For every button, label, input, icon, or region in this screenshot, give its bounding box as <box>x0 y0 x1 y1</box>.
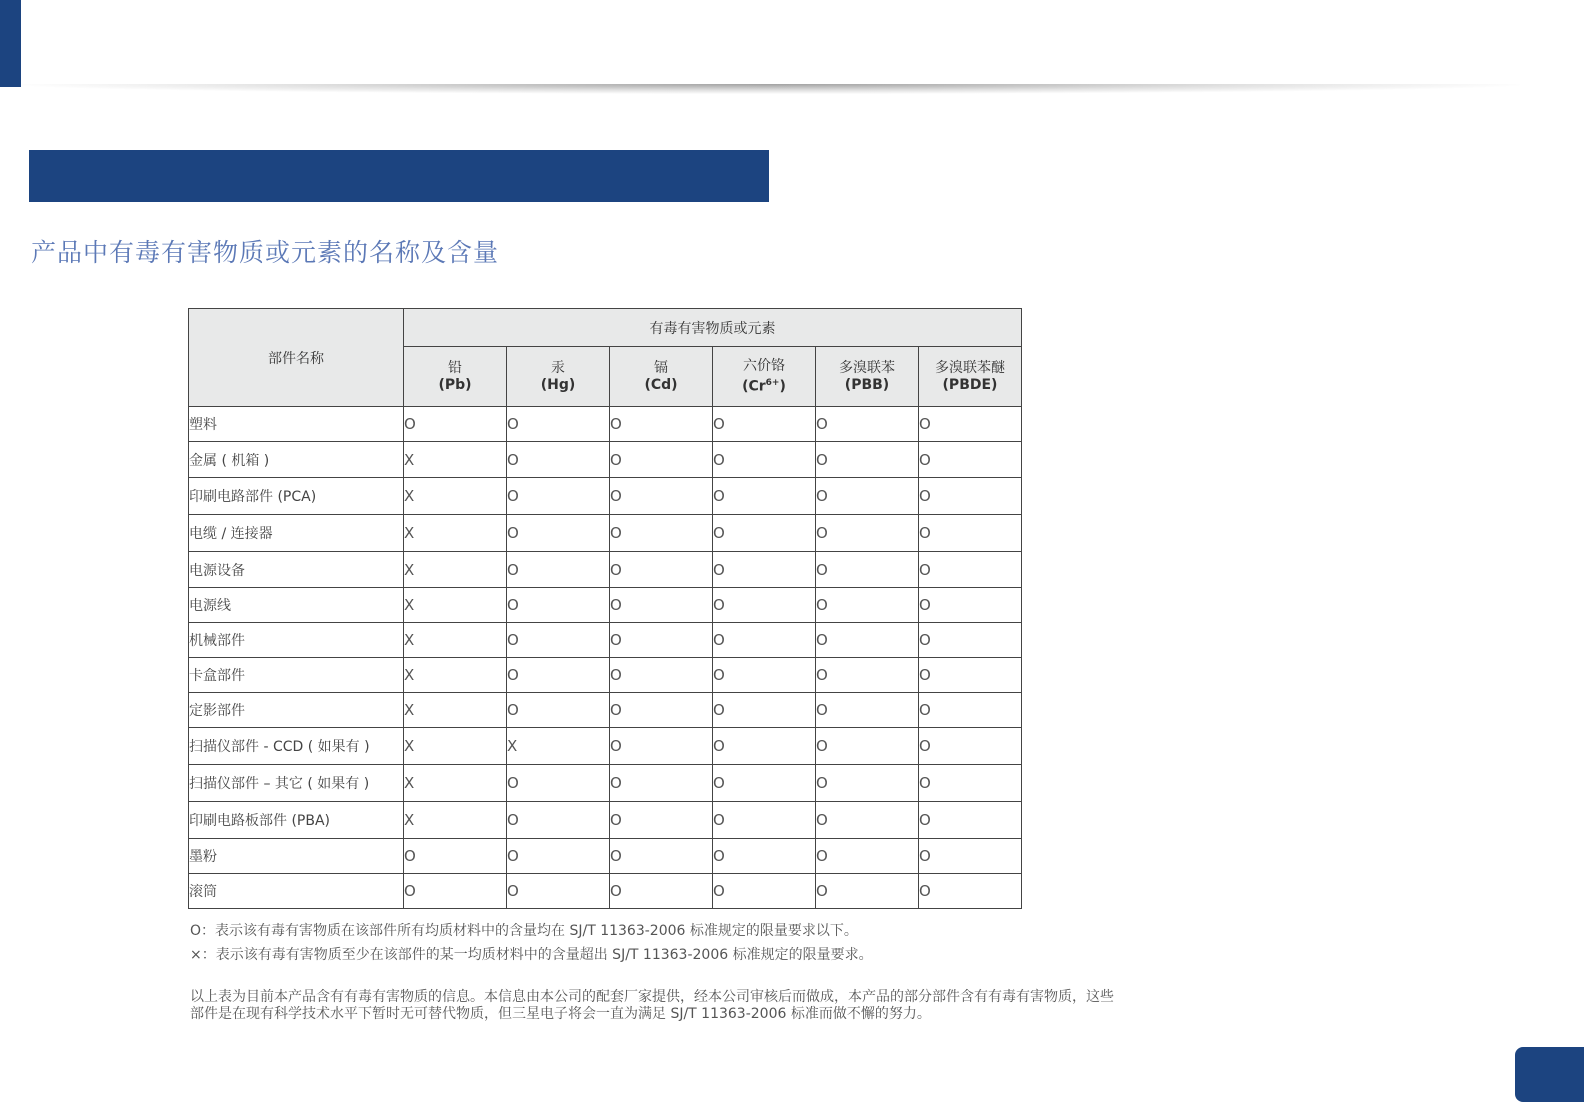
part-name-cell: 卡盒部件 <box>189 658 404 693</box>
substance-value-cell: O <box>713 658 816 693</box>
substance-value-cell: X <box>507 728 610 765</box>
substances-group-header: 有毒有害物质或元素 <box>404 309 1022 347</box>
element-header-pbb: 多溴联苯 (PBB) <box>816 347 919 407</box>
substance-value-cell: O <box>610 552 713 588</box>
element-header-chromium: 六价铬 $(Cr^{6+})$ <box>713 347 816 407</box>
substance-value-cell: O <box>713 552 816 588</box>
substance-value-cell: O <box>610 693 713 728</box>
substance-value-cell: X <box>404 478 507 515</box>
substance-value-cell: O <box>919 515 1022 552</box>
substance-value-cell: X <box>404 588 507 623</box>
substance-value-cell: O <box>816 765 919 802</box>
substance-value-cell: O <box>919 623 1022 658</box>
table-row <box>189 552 1022 588</box>
substance-value-cell: O <box>610 839 713 874</box>
substance-value-cell: O <box>610 588 713 623</box>
table-row <box>189 407 1022 442</box>
substance-value-cell: O <box>507 588 610 623</box>
substance-value-cell: O <box>816 515 919 552</box>
substance-value-cell: O <box>816 693 919 728</box>
table-row <box>189 515 1022 552</box>
substance-value-cell: O <box>713 623 816 658</box>
substance-value-cell: O <box>507 442 610 478</box>
x-legend-note: ×：表示该有毒有害物质至少在该部件的某一均质材料中的含量超出 SJ/T 11363-2006 标准规定的限量要求。 <box>190 947 873 963</box>
substance-value-cell: O <box>816 552 919 588</box>
substance-value-cell: O <box>816 623 919 658</box>
part-name-header: 部件名称 <box>189 309 404 407</box>
substance-value-cell: O <box>507 515 610 552</box>
element-header-lead: 铅 (Pb) <box>404 347 507 407</box>
element-header-mercury: 汞 (Hg) <box>507 347 610 407</box>
substance-value-cell: O <box>919 588 1022 623</box>
substance-value-cell: X <box>404 515 507 552</box>
o-legend-note: O：表示该有毒有害物质在该部件所有均质材料中的含量均在 SJ/T 11363-2006 标准规定的限量要求以下。 <box>190 923 858 939</box>
substance-value-cell: X <box>404 728 507 765</box>
part-name-cell: 塑料 <box>189 407 404 442</box>
substance-value-cell: O <box>713 728 816 765</box>
substance-value-cell: O <box>816 658 919 693</box>
substance-value-cell: O <box>610 802 713 839</box>
substance-value-cell: X <box>404 693 507 728</box>
hazardous-substances-table <box>188 308 1022 909</box>
substance-value-cell: O <box>816 728 919 765</box>
substance-value-cell: X <box>404 658 507 693</box>
substance-value-cell: O <box>816 839 919 874</box>
substance-value-cell: O <box>713 588 816 623</box>
table-row <box>189 623 1022 658</box>
part-name-cell: 滚筒 <box>189 874 404 909</box>
substance-value-cell: X <box>404 442 507 478</box>
part-name-cell: 定影部件 <box>189 693 404 728</box>
substance-value-cell: O <box>610 874 713 909</box>
part-name-cell: 电源设备 <box>189 552 404 588</box>
table-row <box>189 442 1022 478</box>
section-title: 产品中有毒有害物质或元素的名称及含量 <box>31 238 500 267</box>
substance-value-cell: O <box>816 588 919 623</box>
header-divider <box>20 84 1520 94</box>
substance-value-cell: O <box>713 478 816 515</box>
table-row <box>189 658 1022 693</box>
substance-value-cell: O <box>610 442 713 478</box>
substance-value-cell: X <box>404 623 507 658</box>
substance-value-cell: O <box>816 802 919 839</box>
disclaimer-paragraph: 以上表为目前本产品含有有毒有害物质的信息。本信息由本公司的配套厂家提供，经本公司审核后而做成，本产品的部分部件含有有毒有害物质，这些部件是在现有科学技术水平下暂时无可替代物质，但三星电子将会一直为满足 SJ/T 11363-2006 标准而做不懈的努力。 <box>190 989 1114 1022</box>
substance-value-cell: O <box>404 407 507 442</box>
substance-value-cell: O <box>919 728 1022 765</box>
substance-value-cell: O <box>404 874 507 909</box>
substance-value-cell: O <box>816 874 919 909</box>
substance-value-cell: O <box>610 515 713 552</box>
substance-value-cell: O <box>610 728 713 765</box>
part-name-cell: 扫描仪部件 – 其它 ( 如果有 ) <box>189 765 404 802</box>
substance-value-cell: O <box>610 658 713 693</box>
part-name-cell: 印刷电路部件 (PCA) <box>189 478 404 515</box>
substance-value-cell: O <box>507 407 610 442</box>
substance-value-cell: O <box>610 478 713 515</box>
substance-value-cell: O <box>816 407 919 442</box>
page-number-tab[interactable] <box>1515 1047 1584 1102</box>
substance-value-cell: O <box>610 623 713 658</box>
substance-value-cell: X <box>404 765 507 802</box>
substance-value-cell: O <box>507 874 610 909</box>
part-name-cell: 扫描仪部件 - CCD ( 如果有 ) <box>189 728 404 765</box>
table-body <box>189 407 1022 909</box>
substance-value-cell: X <box>404 802 507 839</box>
substance-value-cell: O <box>610 765 713 802</box>
table-row <box>189 839 1022 874</box>
part-name-cell: 印刷电路板部件 (PBA) <box>189 802 404 839</box>
substance-value-cell: O <box>713 802 816 839</box>
element-header-cadmium: 镉 (Cd) <box>610 347 713 407</box>
substance-value-cell: O <box>507 552 610 588</box>
substance-value-cell: O <box>713 407 816 442</box>
substance-value-cell: O <box>507 839 610 874</box>
header-corner-tab <box>0 0 21 87</box>
substance-value-cell: O <box>919 693 1022 728</box>
substance-value-cell: O <box>507 623 610 658</box>
table-row <box>189 874 1022 909</box>
substance-value-cell: O <box>713 515 816 552</box>
part-name-cell: 墨粉 <box>189 839 404 874</box>
element-header-pbde: 多溴联苯醚 (PBDE) <box>919 347 1022 407</box>
table-row <box>189 693 1022 728</box>
part-name-cell: 机械部件 <box>189 623 404 658</box>
substance-value-cell: O <box>816 478 919 515</box>
table-row <box>189 728 1022 765</box>
substance-value-cell: O <box>919 874 1022 909</box>
substance-value-cell: X <box>404 552 507 588</box>
substance-value-cell: O <box>713 839 816 874</box>
substance-value-cell: O <box>404 839 507 874</box>
substance-value-cell: O <box>713 442 816 478</box>
substance-value-cell: O <box>713 693 816 728</box>
substance-value-cell: O <box>507 478 610 515</box>
part-name-cell: 电缆 / 连接器 <box>189 515 404 552</box>
substance-value-cell: O <box>507 765 610 802</box>
substance-value-cell: O <box>919 552 1022 588</box>
substance-value-cell: O <box>919 765 1022 802</box>
substance-value-cell: O <box>713 765 816 802</box>
substance-value-cell: O <box>919 839 1022 874</box>
substance-value-cell: O <box>507 658 610 693</box>
part-name-cell: 电源线 <box>189 588 404 623</box>
table-row <box>189 802 1022 839</box>
table-row <box>189 765 1022 802</box>
substance-value-cell: O <box>919 442 1022 478</box>
table-row <box>189 478 1022 515</box>
part-name-cell: 金属 ( 机箱 ) <box>189 442 404 478</box>
substance-value-cell: O <box>610 407 713 442</box>
substance-value-cell: O <box>919 407 1022 442</box>
substance-value-cell: O <box>507 802 610 839</box>
substance-value-cell: O <box>919 802 1022 839</box>
substance-value-cell: O <box>919 478 1022 515</box>
substance-value-cell: O <box>919 658 1022 693</box>
substance-value-cell: O <box>816 442 919 478</box>
table-row <box>189 588 1022 623</box>
section-header-bar <box>29 150 769 202</box>
substance-value-cell: O <box>713 874 816 909</box>
substance-value-cell: O <box>507 693 610 728</box>
